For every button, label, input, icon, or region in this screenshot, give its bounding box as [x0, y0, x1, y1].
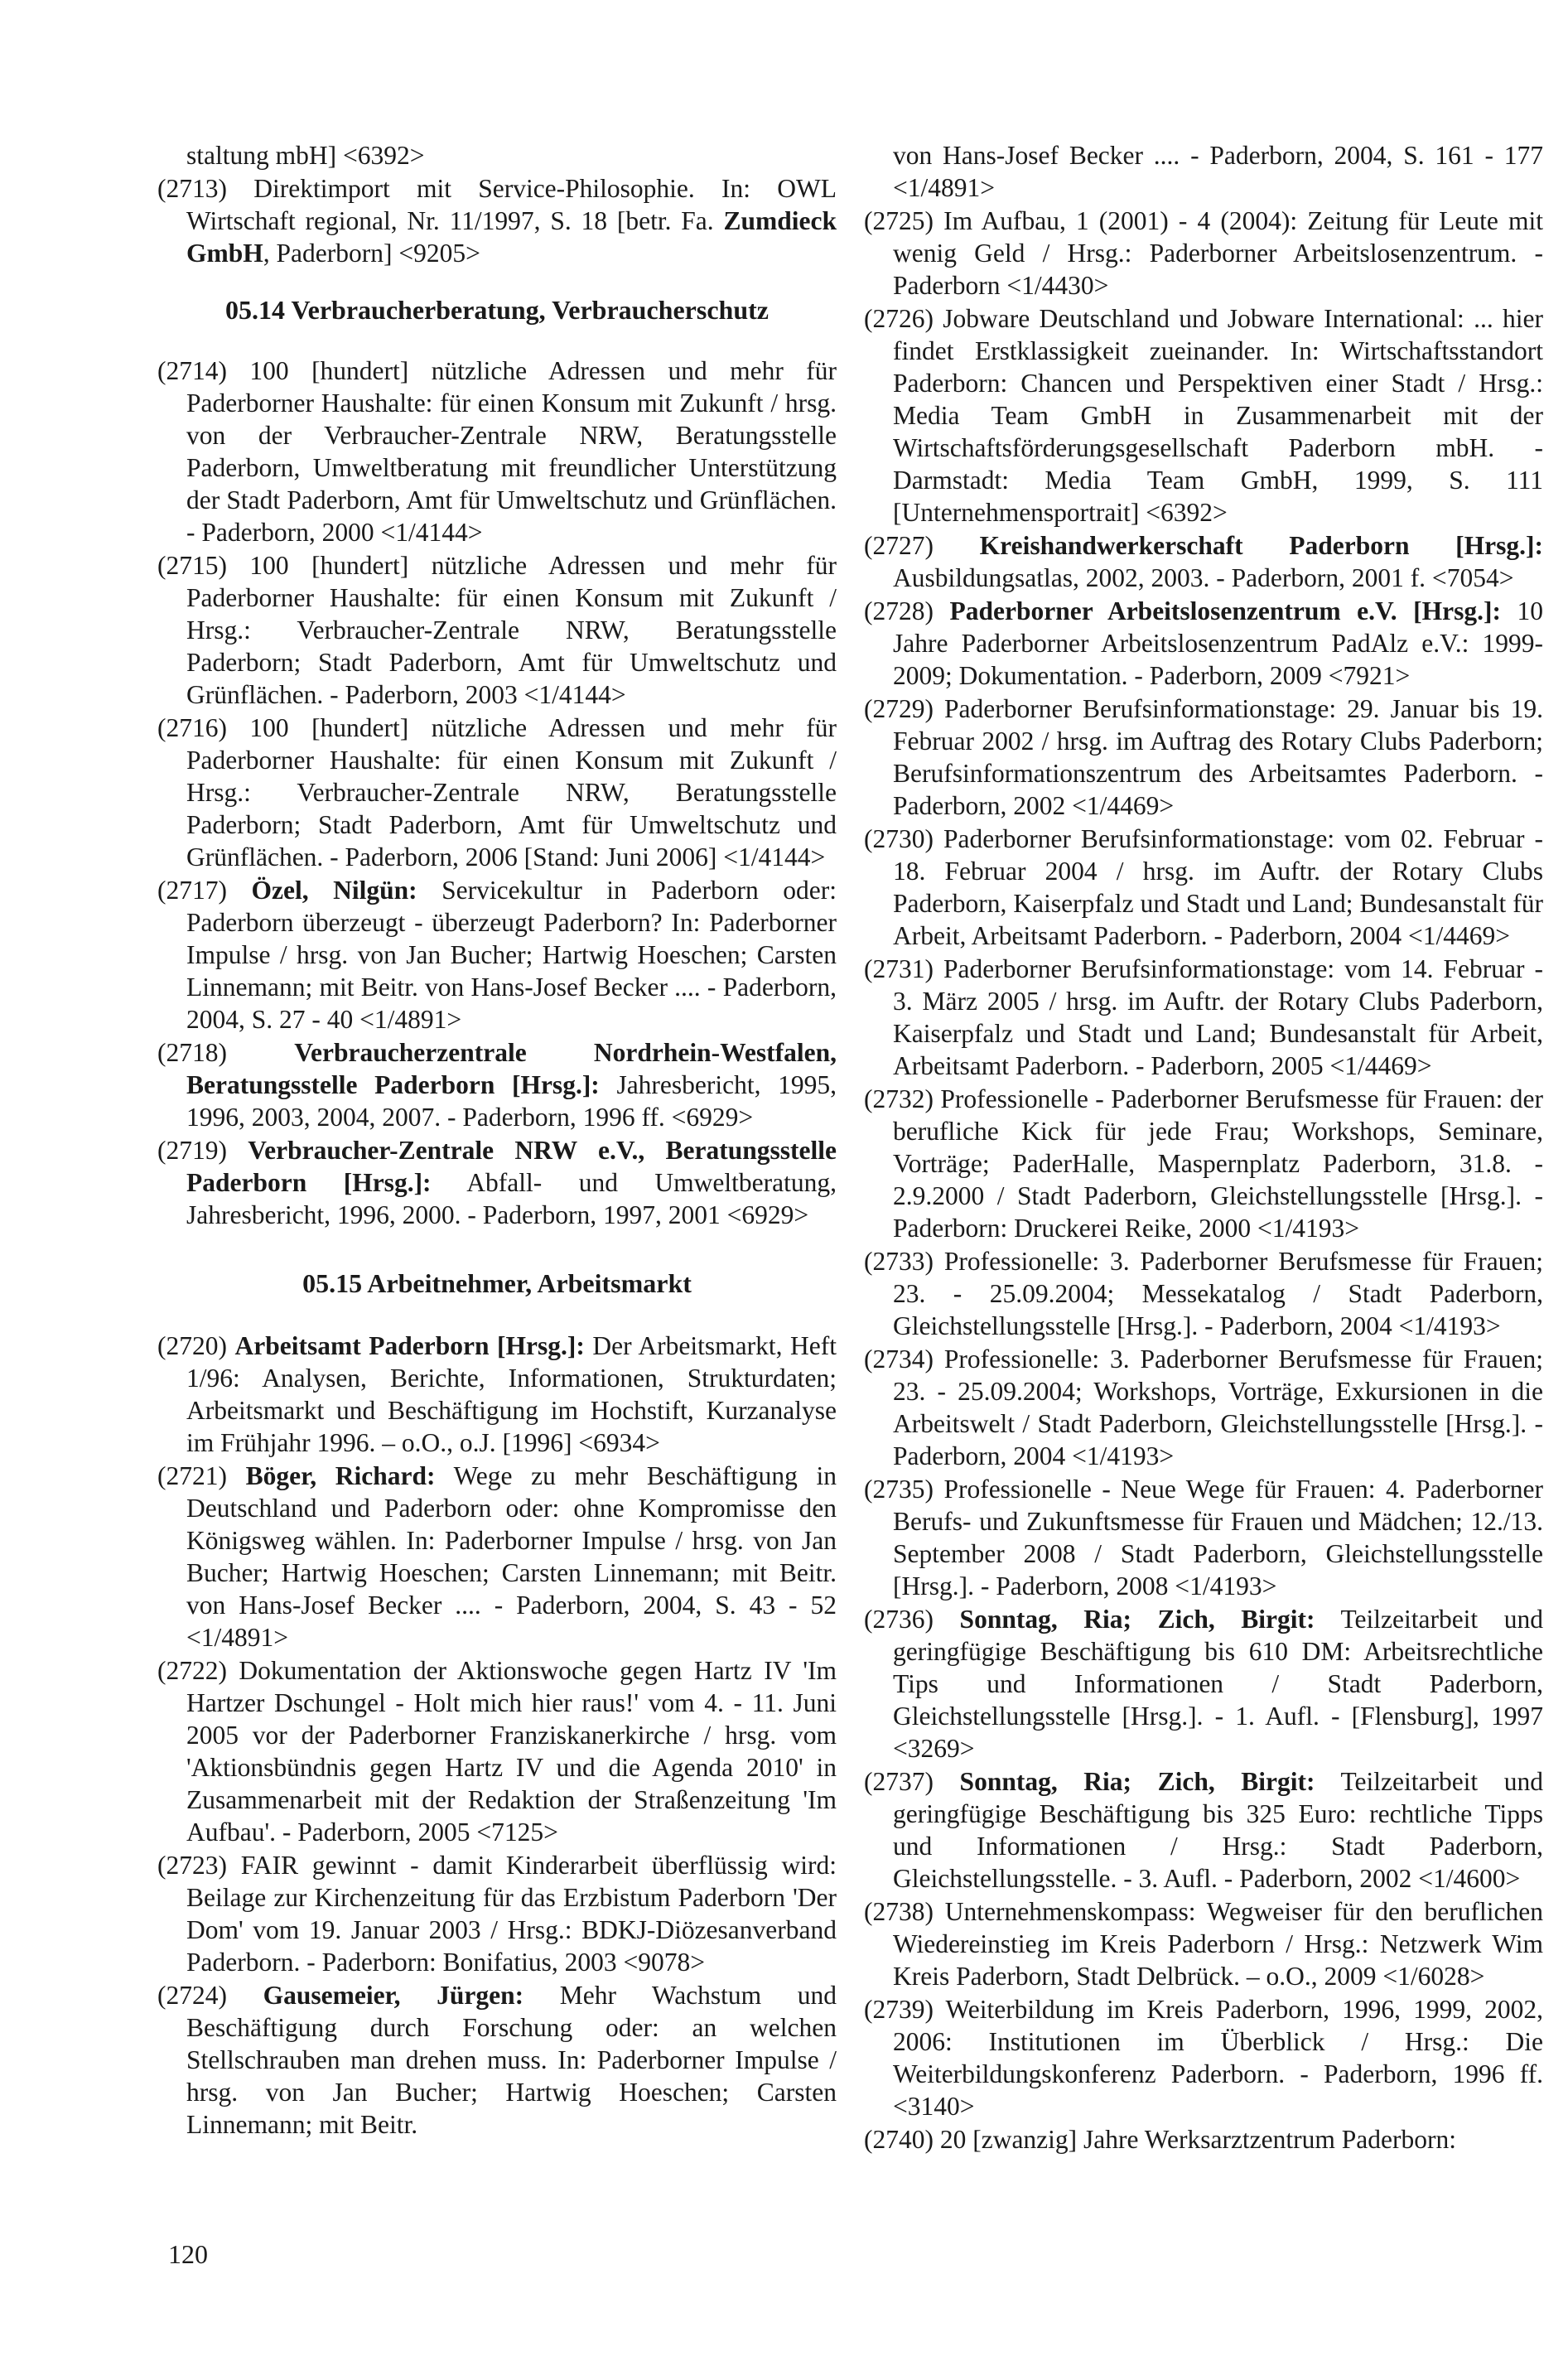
entry-2725: (2725) Im Aufbau, 1 (2001) - 4 (2004): Zeitung für Leute mit wenig Geld / Hrsg.: Paderborner Arbeitslosenzentrum. - Paderborn <1/4430>: [864, 206, 1543, 300]
entry-2726: (2726) Jobware Deutschland und Jobware International: ... hier findet Erstklassigkeit zueinander. In: Wirtschaftsstandort Paderborn: Chancen und Perspektiven einer Stadt / Hrsg.: Media Team GmbH in Zusammenarbeit mit der Wirtschaftsförderungsgesellschaft Paderborn mbH. - Darmstadt: Media Team GmbH, 1999, S. 111 [Unternehmensportrait] <6392>: [864, 304, 1543, 527]
entry-2740: (2740) 20 [zwanzig] Jahre Werksarztzentrum Paderborn:: [864, 2125, 1456, 2154]
entry-2718: (2718) Verbraucherzentrale Nordrhein-Westfalen, Beratungsstelle Paderborn [Hrsg.]: Jahresbericht, 1995, 1996, 2003, 2004, 2007. - Paderborn, 1996 ff. <6929>: [157, 1038, 837, 1132]
entry-2737: (2737) Sonntag, Ria; Zich, Birgit: Teilzeitarbeit und geringfügige Beschäftigung bis 325 Euro: rechtliche Tipps und Informationen / Hrsg.: Stadt Paderborn, Gleichstellungsstelle. - 3. Aufl. - Paderborn, 2002 <1/4600>: [864, 1767, 1543, 1893]
entry-2736: (2736) Sonntag, Ria; Zich, Birgit: Teilzeitarbeit und geringfügige Beschäftigung bis 610 DM: Arbeitsrechtliche Tips und Informationen / Stadt Paderborn, Gleichstellungsstelle [Hrsg.]. - 1. Aufl. - [Flensburg], 1997 <3269>: [864, 1605, 1543, 1763]
section-heading: 05.14 Verbraucherberatung, Verbraucherschutz: [225, 295, 769, 325]
entry-2720: (2720) Arbeitsamt Paderborn [Hrsg.]: Der Arbeitsmarkt, Heft 1/96: Analysen, Berichte, Informationen, Strukturdaten; Arbeitsmarkt und Beschäftigung im Hochstift, Kurzanalyse im Frühjahr 1996. – o.O., o.J. [1996] <6934>: [157, 1331, 837, 1457]
entry-2728: (2728) Paderborner Arbeitslosenzentrum e.V. [Hrsg.]: 10 Jahre Paderborner Arbeitslosenzentrum PadAlz e.V.: 1999-2009; Dokumentation. - Paderborn, 2009 <7921>: [864, 596, 1543, 690]
entry-2734: (2734) Professionelle: 3. Paderborner Berufsmesse für Frauen; 23. - 25.09.2004; Workshops, Vorträge, Exkursionen in die Arbeitswelt / Stadt Paderborn, Gleichstellungsstelle [Hrsg.]. - Paderborn, 2004 <1/4193>: [864, 1345, 1543, 1470]
entry-2721: (2721) Böger, Richard: Wege zu mehr Beschäftigung in Deutschland und Paderborn oder: ohne Kompromisse den Königsweg wählen. In: Paderborner Impulse / hrsg. von Jan Bucher; Hartwig Hoeschen; Carsten Linnemann; mit Beitr. von Hans-Josef Becker .... - Paderborn, 2004, S. 43 - 52 <1/4891>: [157, 1461, 837, 1652]
section-heading: 05.15 Arbeitnehmer, Arbeitsmarkt: [302, 1268, 692, 1298]
entry-2723: (2723) FAIR gewinnt - damit Kinderarbeit überflüssig wird: Beilage zur Kirchenzeitung für das Erzbistum Paderborn 'Der Dom' vom 19. Januar 2003 / Hrsg.: BDKJ-Diözesanverband Paderborn. - Paderborn: Bonifatius, 2003 <9078>: [157, 1851, 837, 1977]
entry-2732: (2732) Professionelle - Paderborner Berufsmesse für Frauen: der berufliche Kick für jede Frau; Workshops, Seminare, Vorträge; PaderHalle, Maspernplatz Paderborn, 31.8. - 2.9.2000 / Stadt Paderborn, Gleichstellungsstelle [Hrsg.]. - Paderborn: Druckerei Reike, 2000 <1/4193>: [864, 1084, 1543, 1243]
entry-2715: (2715) 100 [hundert] nützliche Adressen und mehr für Paderborner Haushalte: für einen Konsum mit Zukunft / Hrsg.: Verbraucher-Zentrale NRW, Beratungsstelle Paderborn; Stadt Paderborn, Amt für Umweltschutz und Grünflächen. - Paderborn, 2003 <1/4144>: [157, 551, 837, 709]
entry-2716: (2716) 100 [hundert] nützliche Adressen und mehr für Paderborner Haushalte: für einen Konsum mit Zukunft / Hrsg.: Verbraucher-Zentrale NRW, Beratungsstelle Paderborn; Stadt Paderborn, Amt für Umweltschutz und Grünflächen. - Paderborn, 2006 [Stand: Juni 2006] <1/4144>: [157, 713, 837, 871]
entry-2735: (2735) Professionelle - Neue Wege für Frauen: 4. Paderborner Berufs- und Zukunftsmesse für Frauen und Mädchen; 12./13. September 2008 / Stadt Paderborn, Gleichstellungsstelle [Hrsg.]. - Paderborn, 2008 <1/4193>: [864, 1475, 1543, 1600]
entry-2714: (2714) 100 [hundert] nützliche Adressen und mehr für Paderborner Haushalte: für einen Konsum mit Zukunft / hrsg. von der Verbraucher-Zentrale NRW, Beratungsstelle Paderborn, Umweltberatung mit freundlicher Unterstützung der Stadt Paderborn, Amt für Umweltschutz und Grünflächen. - Paderborn, 2000 <1/4144>: [157, 356, 837, 547]
entry-2731: (2731) Paderborner Berufsinformationstage: vom 14. Februar - 3. März 2005 / hrsg. im Auftr. der Rotary Clubs Paderborn, Kaiserpfalz und Stadt und Land; Bundesanstalt für Arbeit, Arbeitsamt Paderborn. - Paderborn, 2005 <1/4469>: [864, 954, 1543, 1080]
entry-2724: (2724) Gausemeier, Jürgen: Mehr Wachstum und Beschäftigung durch Forschung oder: an welchen Stellschrauben man drehen muss. In: Paderborner Impulse / hrsg. von Jan Bucher; Hartwig Hoeschen; Carsten Linnemann; mit Beitr.: [157, 1981, 837, 2139]
entry-2727: (2727) Kreishandwerkerschaft Paderborn [Hrsg.]: Ausbildungsatlas, 2002, 2003. - Paderborn, 2001 f. <7054>: [864, 531, 1544, 592]
entry-2717: (2717) Özel, Nilgün: Servicekultur in Paderborn oder: Paderborn überzeugt - überzeugt Paderborn? In: Paderborner Impulse / hrsg. von Jan Bucher; Hartwig Hoeschen; Carsten Linnemann; mit Beitr. von Hans-Josef Becker .... - Paderborn, 2004, S. 27 - 40 <1/4891>: [157, 876, 837, 1034]
entry-2733: (2733) Professionelle: 3. Paderborner Berufsmesse für Frauen; 23. - 25.09.2004; Messekatalog / Stadt Paderborn, Gleichstellungsstelle [Hrsg.]. - Paderborn, 2004 <1/4193>: [864, 1247, 1543, 1340]
entry-2713: (2713) Direktimport mit Service-Philosophie. In: OWL Wirtschaft regional, Nr. 11/1997, S. 18 [betr. Fa. Zumdieck GmbH, Paderborn] <9205>: [157, 174, 837, 268]
entry-2719: (2719) Verbraucher-Zentrale NRW e.V., Beratungsstelle Paderborn [Hrsg.]: Abfall- und Umweltberatung, Jahresbericht, 1996, 2000. - Paderborn, 1997, 2001 <6929>: [157, 1136, 837, 1229]
right-column: [864, 139, 1543, 2156]
entry-2738: (2738) Unternehmenskompass: Wegweiser für den beruflichen Wiedereinstieg im Kreis Paderborn / Hrsg.: Netzwerk Wim Kreis Paderborn, Stadt Delbrück. – o.O., 2009 <1/6028>: [864, 1897, 1543, 1991]
entry-2739: (2739) Weiterbildung im Kreis Paderborn, 1996, 1999, 2002, 2006: Institutionen im Überblick / Hrsg.: Die Weiterbildungskonferenz Paderborn. - Paderborn, 1996 ff. <3140>: [864, 1995, 1543, 2121]
entry-2729: (2729) Paderborner Berufsinformationstage: 29. Januar bis 19. Februar 2002 / hrsg. im Auftrag des Rotary Clubs Paderborn; Berufsinformationszentrum des Arbeitsamtes Paderborn. - Paderborn, 2002 <1/4469>: [864, 694, 1543, 820]
left-column: [157, 139, 837, 2141]
entry-continuation: von Hans-Josef Becker .... - Paderborn, 2004, S. 161 - 177 <1/4891>: [893, 141, 1543, 202]
entry-2722: (2722) Dokumentation der Aktionswoche gegen Hartz IV 'Im Hartzer Dschungel - Holt mich hier raus!' vom 4. - 11. Juni 2005 vor der Paderborner Franziskanerkirche / hrsg. vom 'Aktionsbündnis gegen Hartz IV und die Agenda 2010' in Zusammenarbeit mit der Redaktion der Straßenzeitung 'Im Aufbau'. - Paderborn, 2005 <7125>: [157, 1656, 837, 1847]
entry-2730: (2730) Paderborner Berufsinformationstage: vom 02. Februar - 18. Februar 2004 / hrsg. im Auftr. der Rotary Clubs Paderborn, Kaiserpfalz und Stadt und Land; Bundesanstalt für Arbeit, Arbeitsamt Paderborn. - Paderborn, 2004 <1/4469>: [864, 824, 1543, 950]
page-number: 120: [168, 2239, 208, 2269]
entry-continuation: staltung mbH] <6392>: [186, 141, 425, 170]
